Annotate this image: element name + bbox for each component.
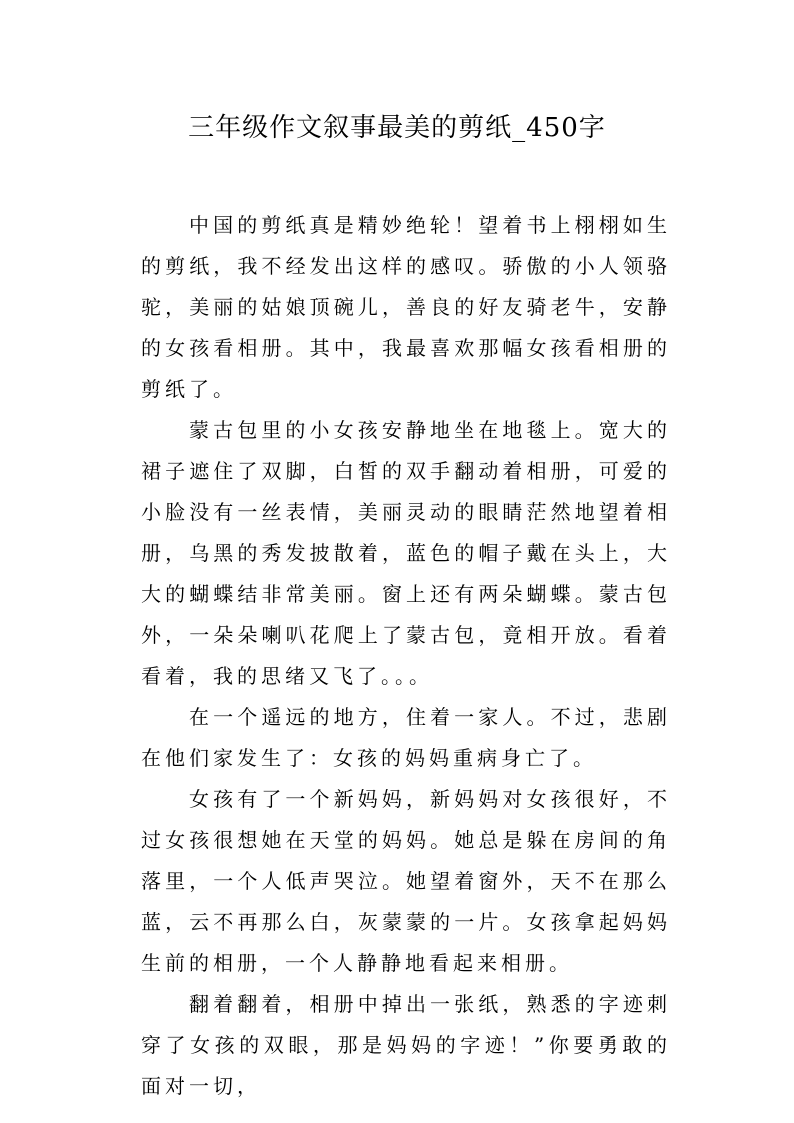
document-body (141, 205, 671, 1107)
paragraph-3: 在一个遥远的地方，住着一家人。不过，悲剧在他们家发生了：女孩的妈妈重病身亡了。 (141, 705, 671, 770)
document-title: 三年级作文叙事最美的剪纸_450字 (188, 113, 606, 143)
paragraph-2: 蒙古包里的小女孩安静地坐在地毯上。宽大的裙子遮住了双脚，白皙的双手翻动着相册，可爱的小脸没有一丝表情，美丽灵动的眼睛茫然地望着相册，乌黑的秀发披散着，蓝色的帽子戴在头上，大大的蝴蝶结非常美丽。窗上还有两朵蝴蝶。蒙古包外，一朵朵喇叭花爬上了蒙古包，竟相开放。看着看着，我的思绪又飞了。。。 (141, 418, 671, 688)
paragraph-1: 中国的剪纸真是精妙绝轮！望着书上栩栩如生的剪纸，我不经发出这样的感叹。骄傲的小人领骆驼，美丽的姑娘顶碗儿，善良的好友骑老牛，安静的女孩看相册。其中，我最喜欢那幅女孩看相册的剪纸了。 (141, 213, 671, 401)
paragraph-4: 女孩有了一个新妈妈，新妈妈对女孩很好，不过女孩很想她在天堂的妈妈。她总是躲在房间的角落里，一个人低声哭泣。她望着窗外，天不在那么蓝，云不再那么白，灰蒙蒙的一片。女孩拿起妈妈生前的相册，一个人静静地看起来相册。 (141, 787, 671, 975)
paragraph-5: 翻着翻着，相册中掉出一张纸，熟悉的字迹刺穿了女孩的双眼，那是妈妈的字迹！”你要勇敢的面对一切， (141, 992, 671, 1098)
